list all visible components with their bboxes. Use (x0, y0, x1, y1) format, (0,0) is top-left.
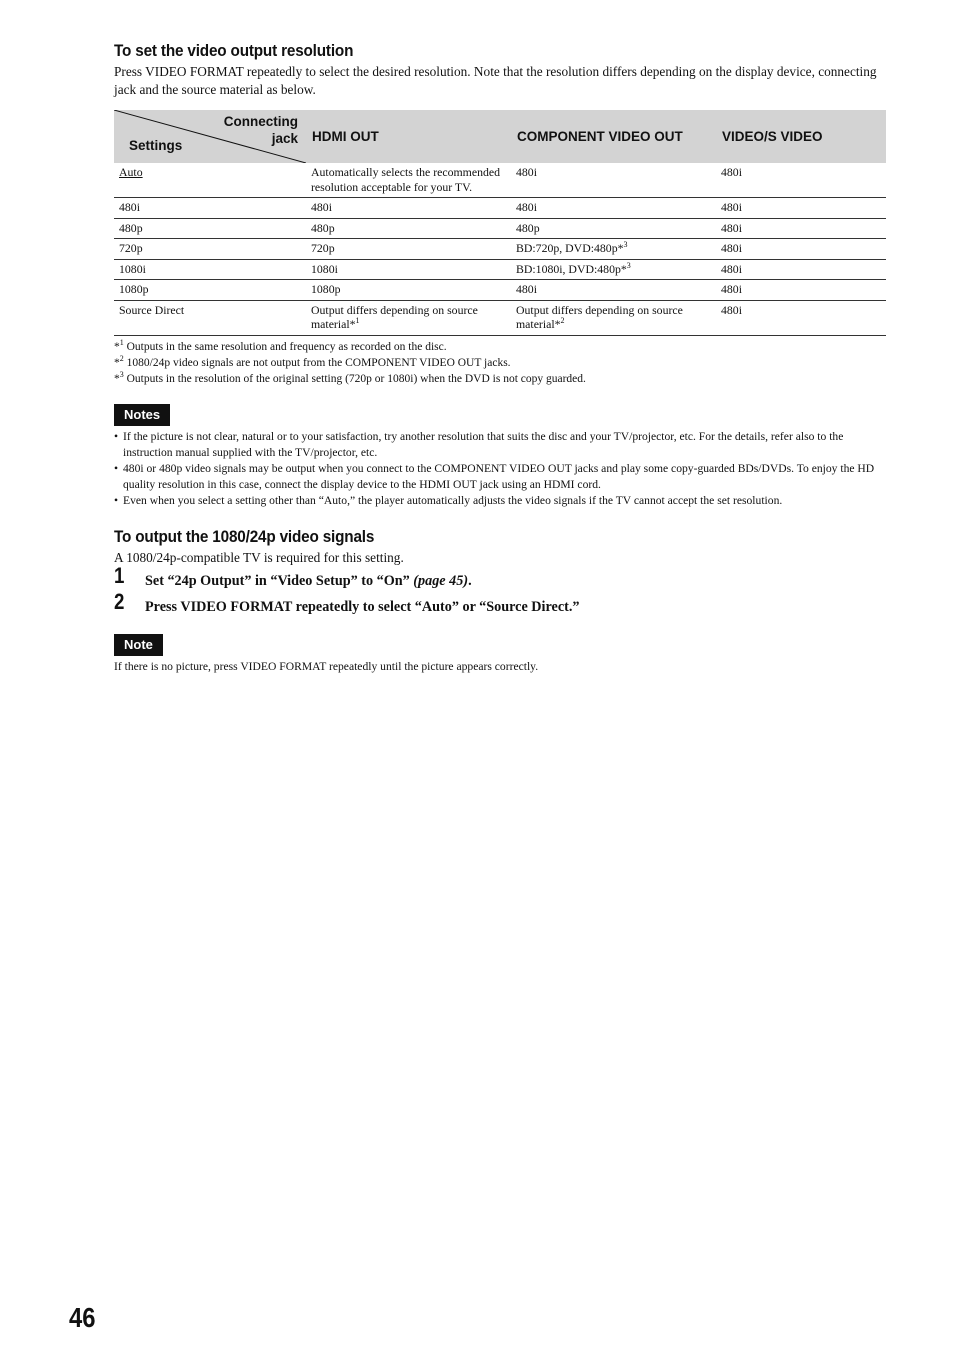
cell-video-s-video: 480i (716, 300, 886, 335)
cell-component-video-out (511, 259, 716, 280)
cell-setting (114, 300, 306, 335)
footnote-ref: 1 (355, 316, 360, 326)
note-item: • If the picture is not clear, natural or to your satisfaction, try another resolution that suits the disc and your TV/projector, etc. For the details, refer also to the instruction manual supplied with the TV/projector, etc. (114, 429, 886, 461)
cell-component-video-out (511, 218, 716, 239)
cell-video-s-video: 480i (716, 239, 886, 260)
footnote-ref: 2 (560, 316, 565, 326)
table-row (114, 239, 886, 260)
page-number: 46 (69, 1302, 96, 1333)
table-row (114, 218, 886, 239)
cell-video-s-video: 480i (716, 280, 886, 301)
hdmi-value: 1080p (311, 282, 341, 296)
section-intro-1080-24p: A 1080/24p-compatible TV is required for this setting. (114, 549, 404, 565)
cell-hdmi-out (306, 198, 511, 219)
component-value: 480i (516, 200, 537, 214)
page-content (114, 40, 886, 675)
header-connecting-label: Connecting (223, 114, 298, 129)
cell-hdmi-out (306, 239, 511, 260)
setting-value: Auto (119, 165, 143, 179)
component-value: 480i (516, 282, 537, 296)
cell-hdmi-out (306, 218, 511, 239)
cell-component-video-out (511, 163, 716, 198)
hdmi-value: 480p (311, 220, 335, 235)
hdmi-value: 720p (311, 241, 335, 255)
component-value: 480p (516, 220, 540, 235)
cell-hdmi-out (306, 163, 511, 198)
notes-list (114, 429, 886, 509)
cell-component-video-out (511, 239, 716, 260)
step-text: Set “24p Output” in “Video Setup” to “On” (145, 572, 414, 589)
footnote-mark: * (114, 372, 120, 385)
step-number: 1 (114, 562, 125, 588)
resolution-table (114, 110, 886, 336)
cell-video-s-video: 480i (716, 198, 886, 219)
cell-setting (114, 218, 306, 239)
table-row (114, 280, 886, 301)
footnote-text: Outputs in the same resolution and frequency as recorded on the disc. (123, 340, 447, 353)
component-value: Output differs depending on source material* (516, 302, 683, 331)
cell-component-video-out (511, 280, 716, 301)
table-row (114, 163, 886, 198)
cell-hdmi-out (306, 300, 511, 335)
page-reference: (page 45) (413, 572, 469, 589)
note-label: Note (114, 634, 163, 656)
setting-value: 480p (119, 220, 143, 235)
setting-value: 480i (119, 200, 140, 214)
footnote-number: 1 (119, 337, 124, 347)
cell-hdmi-out (306, 280, 511, 301)
footnote (114, 371, 886, 387)
step-item (114, 588, 886, 616)
step-number: 2 (114, 588, 125, 614)
step-end: . (468, 572, 472, 589)
cell-video-s-video: 480i (716, 218, 886, 239)
header-settings-label: Settings (129, 138, 183, 153)
cell-hdmi-out (306, 259, 511, 280)
footnote-text: 1080/24p video signals are not output from the COMPONENT VIDEO OUT jacks. (123, 356, 511, 369)
footnote (114, 355, 886, 371)
header-hdmi-out: HDMI OUT (306, 110, 511, 163)
component-value: BD:1080i, DVD:480p* (516, 261, 627, 276)
table-row (114, 259, 886, 280)
step-text: Press VIDEO FORMAT repeatedly to select “Auto” or “Source Direct.” (145, 598, 580, 615)
table-row (114, 198, 886, 219)
setting-value: 720p (119, 241, 143, 255)
hdmi-value: Output differs depending on source material* (311, 302, 478, 331)
header-video-s-video: VIDEO/S VIDEO (716, 110, 886, 163)
footnote (114, 339, 886, 355)
footnote-text: Outputs in the resolution of the original setting (720p or 1080i) when the DVD is not copy guarded. (123, 372, 586, 385)
header-jack-label: jack (271, 131, 298, 146)
footnote-number: 3 (119, 369, 124, 379)
header-connecting-jack (224, 113, 298, 147)
setting-value: Source Direct (119, 302, 185, 317)
setting-value: 1080p (119, 282, 149, 296)
footnote-mark: * (114, 356, 120, 369)
section-title-1080-24p: To output the 1080/24p video signals (114, 526, 375, 546)
cell-setting (114, 239, 306, 260)
footnote-ref: 3 (626, 260, 631, 270)
cell-setting (114, 163, 306, 198)
note-item: • Even when you select a setting other than “Auto,” the player automatically adjusts the video signals if the TV cannot accept the set resolution. (114, 493, 886, 509)
note-text: If there is no picture, press VIDEO FORMAT repeatedly until the picture appears correctly. (114, 659, 539, 673)
header-diagonal-cell (114, 110, 306, 163)
cell-setting (114, 259, 306, 280)
hdmi-value: 1080i (311, 261, 338, 276)
hdmi-value: Automatically selects the recommended resolution acceptable for your TV. (311, 165, 501, 194)
footnote-list (114, 339, 886, 387)
cell-video-s-video: 480i (716, 163, 886, 198)
header-component-video-out: COMPONENT VIDEO OUT (511, 110, 716, 163)
footnote-mark: * (114, 340, 120, 353)
step-item (114, 562, 886, 590)
note-item: • 480i or 480p video signals may be output when you connect to the COMPONENT VIDEO OUT jacks and play some copy-guarded BDs/DVDs. To enjoy the HD quality resolution in this case, connect the display device to the HDMI OUT jack using an HDMI cord. (114, 461, 886, 493)
footnote-ref: 3 (623, 240, 628, 250)
setting-value: 1080i (119, 261, 146, 276)
hdmi-value: 480i (311, 200, 332, 214)
component-value: BD:720p, DVD:480p* (516, 241, 624, 255)
cell-setting (114, 280, 306, 301)
table-header-row (114, 110, 886, 163)
footnote-number: 2 (119, 353, 124, 363)
component-value: 480i (516, 165, 537, 179)
cell-setting (114, 198, 306, 219)
cell-component-video-out (511, 300, 716, 335)
table-row (114, 300, 886, 335)
cell-video-s-video: 480i (716, 259, 886, 280)
cell-component-video-out (511, 198, 716, 219)
section-title-resolution: To set the video output resolution (114, 41, 354, 60)
table-body (114, 163, 886, 335)
step-list (114, 562, 886, 616)
notes-label: Notes (114, 404, 170, 426)
section-intro-resolution: Press VIDEO FORMAT repeatedly to select the desired resolution. Note that the resolution differs depending on the display device, connecting jack and the source material as below. (114, 64, 877, 97)
